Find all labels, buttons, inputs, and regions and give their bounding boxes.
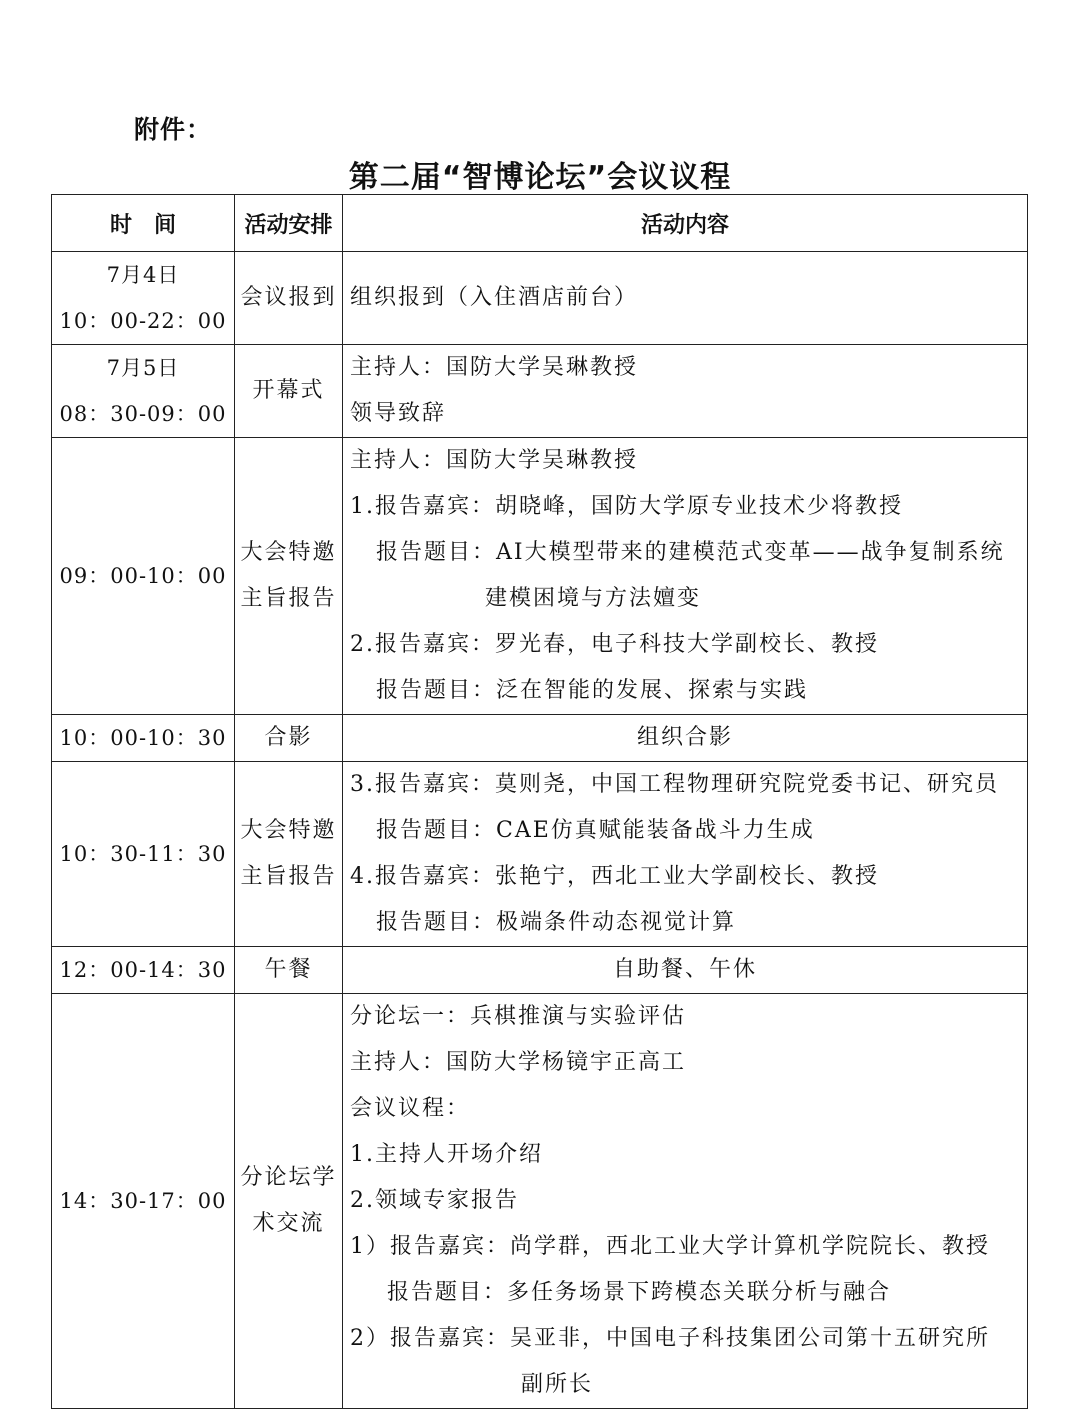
content-line: 自助餐、午休 (612, 957, 757, 982)
content-line: 4.报告嘉宾：张艳宁，西北工业大学副校长、教授 (350, 864, 879, 889)
header-row (52, 195, 1028, 252)
header-time: 时 间 (52, 195, 235, 252)
table-row (52, 345, 1028, 438)
time-range: 12：00-14：30 (59, 958, 227, 982)
activity-cell: 大会特邀主旨报告 (235, 762, 343, 947)
page-title: 第二届“智博论坛”会议议程 (348, 160, 732, 195)
table-row (52, 947, 1028, 994)
content-line: 主持人：国防大学吴琳教授 (350, 448, 639, 473)
time-cell (52, 994, 235, 1409)
content-line: 会议议程： (350, 1096, 471, 1121)
content-line: 副所长 (521, 1372, 594, 1397)
content-line: 主持人：国防大学吴琳教授 (350, 355, 639, 380)
time-cell (52, 345, 235, 438)
time-date: 7月4日 (106, 263, 180, 287)
content-line: 领导致辞 (350, 401, 447, 426)
content-line: 组织报到（入住酒店前台） (350, 285, 639, 310)
content-cell (343, 345, 1028, 438)
activity-cell: 大会特邀主旨报告 (235, 438, 343, 715)
time-range: 09：00-10：00 (59, 564, 227, 588)
content-line: 2）报告嘉宾：吴亚非，中国电子科技集团公司第十五研究所 (350, 1326, 990, 1351)
content-line: 报告题目：CAE仿真赋能装备战斗力生成 (376, 818, 815, 843)
activity-cell: 午餐 (235, 947, 343, 994)
content-line: 2.领域专家报告 (350, 1188, 519, 1213)
content-line: 2.报告嘉宾：罗光春，电子科技大学副校长、教授 (350, 632, 879, 657)
table-row (52, 252, 1028, 345)
header-activity: 活动安排 (235, 195, 343, 252)
time-range: 08：30-09：00 (59, 402, 227, 426)
content-cell (343, 438, 1028, 715)
content-line: 1.报告嘉宾：胡晓峰，国防大学原专业技术少将教授 (350, 494, 903, 519)
time-cell (52, 762, 235, 947)
table-row (52, 994, 1028, 1409)
content-line: 主持人：国防大学杨镜宇正高工 (350, 1050, 687, 1075)
content-line: 分论坛一：兵棋推演与实验评估 (350, 1004, 687, 1029)
content-cell (343, 994, 1028, 1409)
time-range: 10：00-22：00 (59, 309, 227, 333)
time-range: 10：00-10：30 (59, 726, 227, 750)
time-cell (52, 438, 235, 715)
table-row (52, 715, 1028, 762)
content-line: 1.主持人开场介绍 (350, 1142, 543, 1167)
annex-label: 附件： (134, 115, 213, 144)
table-row (52, 438, 1028, 715)
content-line: 1）报告嘉宾：尚学群，西北工业大学计算机学院院长、教授 (350, 1234, 990, 1259)
content-line: 报告题目：多任务场景下跨模态关联分析与融合 (387, 1280, 892, 1305)
agenda-table (51, 194, 1028, 1409)
activity-cell: 开幕式 (235, 345, 343, 438)
content-line: 报告题目：泛在智能的发展、探索与实践 (376, 678, 809, 703)
activity-cell: 会议报到 (235, 252, 343, 345)
time-cell (52, 252, 235, 345)
activity-cell: 合影 (235, 715, 343, 762)
content-cell (343, 715, 1028, 762)
content-cell (343, 252, 1028, 345)
time-range: 10：30-11：30 (59, 842, 227, 866)
time-date: 7月5日 (106, 356, 180, 380)
time-range: 14：30-17：00 (59, 1189, 227, 1213)
content-line: 建模困境与方法嬗变 (485, 586, 702, 611)
time-cell (52, 715, 235, 762)
content-line: 报告题目：极端条件动态视觉计算 (376, 910, 737, 935)
time-cell (52, 947, 235, 994)
header-content: 活动内容 (343, 195, 1028, 252)
content-line: 报告题目：AI大模型带来的建模范式变革——战争复制系统 (376, 540, 1005, 565)
table-row (52, 762, 1028, 947)
activity-cell: 分论坛学术交流 (235, 994, 343, 1409)
content-line: 组织合影 (636, 725, 733, 750)
content-line: 3.报告嘉宾：莫则尧，中国工程物理研究院党委书记、研究员 (350, 772, 999, 797)
content-cell (343, 947, 1028, 994)
content-cell (343, 762, 1028, 947)
